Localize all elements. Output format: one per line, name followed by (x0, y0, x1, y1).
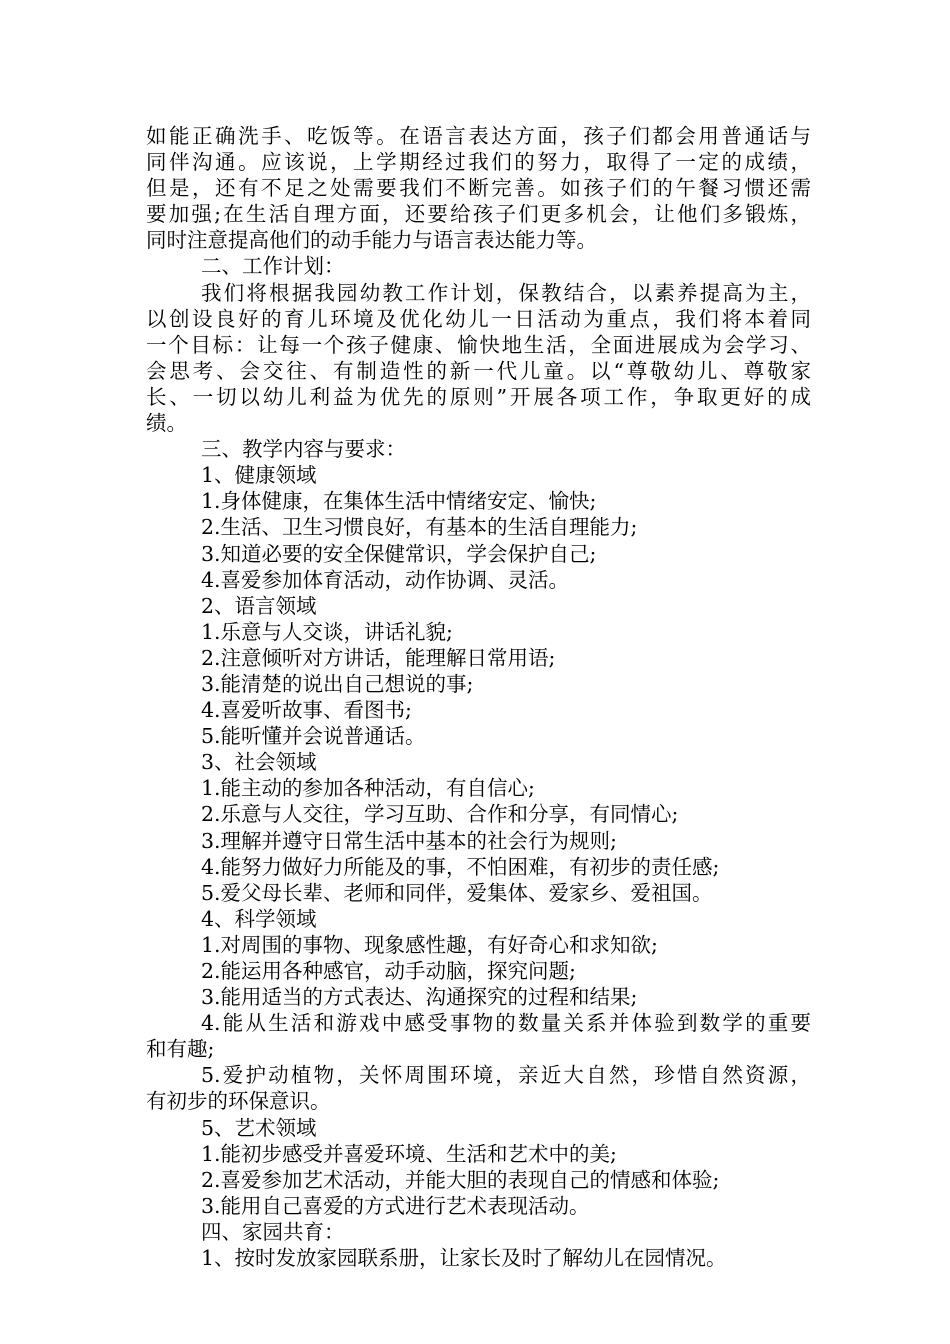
text-line: 3、社会领域 (201, 750, 317, 775)
text-line: 同伴沟通。应该说，上学期经过我们的努力，取得了一定的成绩， (146, 150, 811, 175)
text-line: 3.能用自己喜爱的方式进行艺术表现活动。 (201, 1193, 590, 1218)
text-line: 1、按时发放家园联系册，让家长及时了解幼儿在园情况。 (201, 1246, 727, 1271)
text-line: 有初步的环保意识。 (146, 1089, 331, 1114)
text-line: 一个目标：让每一个孩子健康、愉快地生活，全面进展成为会学习、 (146, 332, 811, 357)
text-line: 5、艺术领域 (201, 1115, 317, 1140)
text-line: 绩。 (146, 411, 187, 436)
text-line: 5.能听懂并会说普通话。 (201, 724, 426, 749)
text-line: 4.喜爱听故事、看图书; (201, 698, 412, 723)
text-line: 3.知道必要的安全保健常识，学会保护自己; (201, 541, 597, 566)
text-line: 5.爱护动植物，关怀周围环境，亲近大自然，珍惜自然资源， (201, 1063, 811, 1088)
text-line: 二、工作计划： (201, 254, 345, 279)
text-line: 长、一切以幼儿利益为优先的原则”开展各项工作，争取更好的成 (146, 384, 811, 409)
text-line: 会思考、会交往、有制造性的新一代儿童。以“尊敬幼儿、尊敬家 (146, 358, 811, 383)
text-line: 1.身体健康，在集体生活中情绪安定、愉快; (201, 489, 597, 514)
text-line: 四、家园共育： (201, 1219, 345, 1244)
text-line: 要加强;在生活自理方面，还要给孩子们更多机会，让他们多锻炼， (146, 202, 811, 227)
text-line: 我们将根据我园幼教工作计划，保教结合，以素养提高为主， (201, 280, 811, 305)
text-line: 3.能清楚的说出自己想说的事; (201, 671, 474, 696)
text-line: 和有趣; (146, 1037, 215, 1062)
text-line: 2.乐意与人交往，学习互助、合作和分享，有同情心; (201, 802, 679, 827)
text-line: 如能正确洗手、吃饭等。在语言表达方面，孩子们都会用普通话与 (146, 124, 811, 148)
text-line: 1.对周围的事物、现象感性趣，有好奇心和求知欲; (201, 932, 658, 957)
text-line: 4.能从生活和游戏中感受事物的数量关系并体验到数学的重要 (201, 1011, 811, 1036)
text-line: 4.喜爱参加体育活动，动作协调、灵活。 (201, 567, 570, 592)
text-line: 3.能用适当的方式表达、沟通探究的过程和结果; (201, 985, 638, 1010)
text-line: 4.能努力做好力所能及的事，不怕困难，有初步的责任感; (201, 854, 720, 879)
text-line: 1.能主动的参加各种活动，有自信心; (201, 776, 535, 801)
text-line: 2.注意倾听对方讲话，能理解日常用语; (201, 645, 556, 670)
text-line: 1、健康领域 (201, 463, 317, 488)
text-line: 三、教学内容与要求： (201, 437, 406, 462)
document-body (146, 123, 811, 1271)
text-line: 2、语言领域 (201, 593, 317, 618)
text-line: 同时注意提高他们的动手能力与语言表达能力等。 (146, 228, 597, 253)
text-line: 2.生活、卫生习惯良好，有基本的生活自理能力; (201, 515, 638, 540)
text-line: 1.乐意与人交谈，讲话礼貌; (201, 619, 453, 644)
text-line: 5.爱父母长辈、老师和同伴，爱集体、爱家乡、爱祖国。 (201, 880, 713, 905)
text-line: 2.能运用各种感官，动手动脑，探究问题; (201, 959, 576, 983)
text-line: 以创设良好的育儿环境及优化幼儿一日活动为重点，我们将本着同 (146, 306, 811, 331)
text-line: 3.理解并遵守日常生活中基本的社会行为规则; (201, 828, 617, 853)
text-line: 4、科学领域 (201, 906, 317, 931)
text-line: 但是，还有不足之处需要我们不断完善。如孩子们的午餐习惯还需 (146, 176, 811, 201)
text-line: 2.喜爱参加艺术活动，并能大胆的表现自己的情感和体验; (201, 1167, 720, 1192)
text-line: 1.能初步感受并喜爱环境、生活和艺术中的美; (201, 1141, 617, 1166)
